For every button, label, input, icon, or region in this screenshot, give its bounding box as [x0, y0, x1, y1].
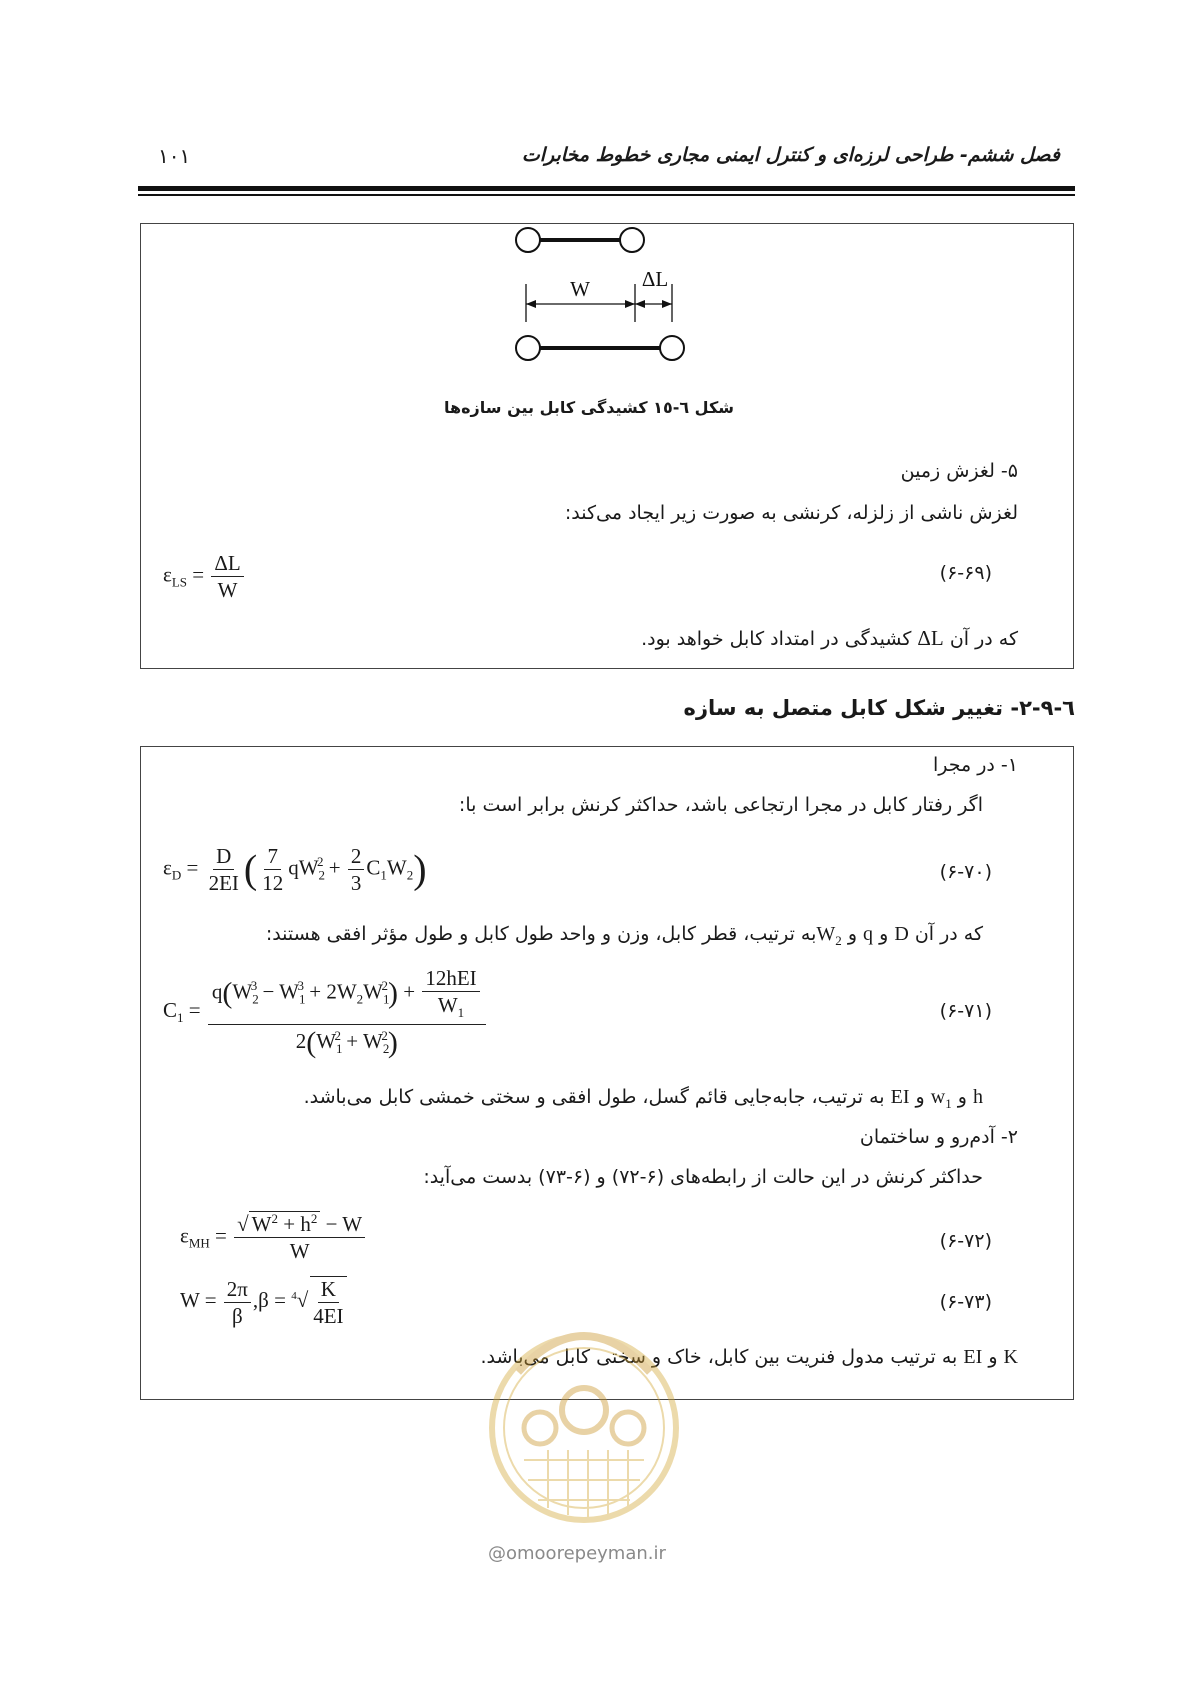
eq71-formula: $C_1$ = $q(W_2^3 - W_1^3 + 2W_2W_1^2)$ + $\frac{\text{12hEI}}{W_1}$ $2(W_1^2 + W_2^2)$ — [163, 966, 488, 1058]
eq72-number: (۶-۷۲) — [939, 1230, 992, 1252]
item2-title: ۲- آدم‌رو و ساختمان — [859, 1126, 1018, 1148]
eq71-number: (۶-۷۱) — [939, 1000, 992, 1022]
item2-text: حداکثر کرنش در این حالت از رابطه‌های (۶-۷۲) و (۶-۷۳) بدست می‌آید: — [423, 1166, 983, 1188]
eq73-number: (۶-۷۳) — [939, 1291, 992, 1313]
eq73-description: K و EI به ترتیب مدول فنریت بین کابل، خاک و سختی کابل می‌باشد. — [480, 1346, 1018, 1368]
watermark-url: @omoorepeyman.ir — [488, 1543, 666, 1564]
eq69-denominator: W — [217, 578, 238, 603]
page-number: ۱۰۱ — [158, 144, 191, 168]
eq70-formula: $\varepsilon_D$ = $\frac{D}{2EI}$ ( $\frac{7}{12}$ $qW_2^2$ + $\frac{2}{3}$ $C_1W_2$) — [163, 844, 427, 896]
item1-title: ۱- در مجرا — [933, 754, 1018, 776]
eq72-formula: $\varepsilon_{MH}$ = $\frac{√ W^2 + h^2 - W}{W}$ — [180, 1212, 367, 1263]
eq71-description: h و $w_1$ و EI به ترتیب، جابه‌جایی قائم گسل، طول افقی و سختی خمشی کابل می‌باشد. — [303, 1086, 983, 1111]
top-right-node — [620, 228, 644, 252]
symbols-d-q-w2: D — [894, 923, 909, 945]
symbol-delta-l: ΔL — [917, 626, 944, 650]
eq69-formula: $\varepsilon_{LS}$ = $\frac{\Delta L}{W}$ — [163, 551, 246, 602]
figure-caption: شکل ٦-١٥ کشیدگی کابل بین سازه‌ها — [444, 398, 734, 417]
item5-title: ۵- لغزش زمین — [900, 460, 1018, 482]
header-rule-thin — [138, 194, 1075, 196]
eq70-description: که در آن D و q و $W_2به$ ترتیب، قطر کابل، وزن و واحد طول کابل و طول مؤثر افقی هستند: — [265, 923, 983, 948]
bottom-right-node — [660, 336, 684, 360]
eq69-numerator: ΔL — [211, 551, 243, 577]
running-header-title: فصل ششم- طراحی لرزه‌ای و کنترل ایمنی مجاری خطوط مخابرات — [521, 144, 1060, 166]
section-heading: ٦-٩-٢- تغییر شکل کابل متصل به سازه — [683, 696, 1075, 720]
eq69-lhs: ε — [163, 562, 172, 587]
label-delta-l: ΔL — [641, 267, 669, 291]
header-rule-thick — [138, 186, 1075, 191]
eq70-number: (۶-۷۰) — [939, 861, 992, 883]
top-left-node — [516, 228, 540, 252]
arrow-w-right — [625, 300, 635, 308]
item5-text: لغزش ناشی از زلزله، کرنشی به صورت زیر ایجاد می‌کند: — [564, 502, 1018, 524]
eq69-lhs-sub: LS — [171, 574, 187, 590]
eq69-number: (۶-۶۹) — [939, 562, 992, 584]
cable-elongation-figure — [500, 222, 700, 372]
watermark-seal — [478, 1310, 690, 1532]
label-w: W — [570, 277, 590, 301]
eq73-formula: W = $\frac{2\pi}{\beta}$ ,β = $^4$√ $\frac{K}{4EI}$ — [180, 1276, 349, 1328]
bottom-left-node — [516, 336, 540, 360]
arrow-dl-left — [635, 300, 645, 308]
arrow-w-left — [526, 300, 536, 308]
item1-text: اگر رفتار کابل در مجرا ارتجاعی باشد، حداکثر کرنش برابر است با: — [458, 794, 983, 816]
arrow-dl-right — [662, 300, 672, 308]
eq69-description: که در آن ΔL کشیدگی در امتداد کابل خواهد بود. — [641, 626, 1018, 650]
